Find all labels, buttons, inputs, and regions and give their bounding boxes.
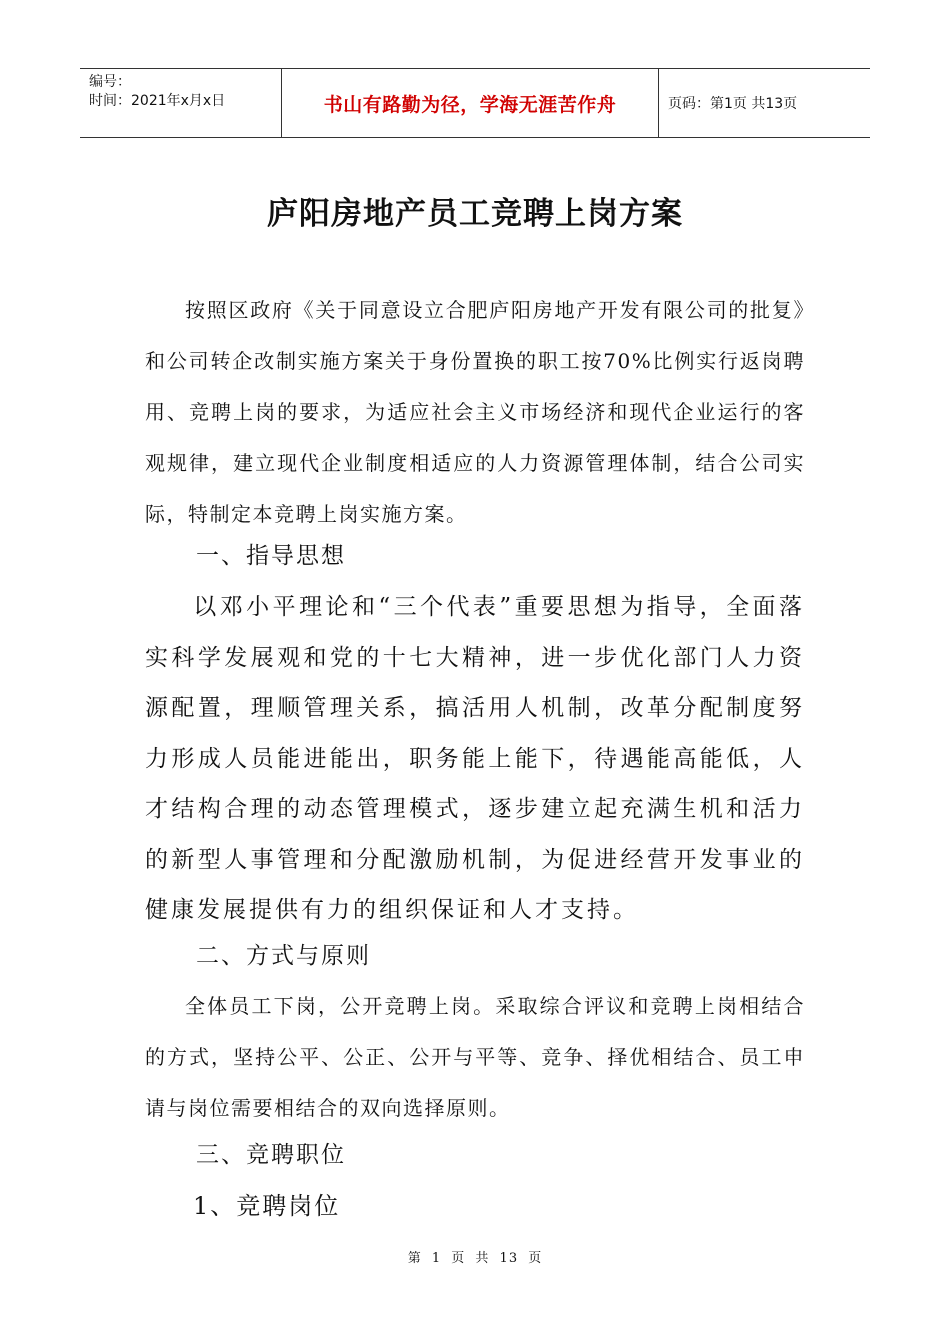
- header-time-label: 时间：2021年x月x日: [89, 93, 226, 109]
- page-header: [80, 68, 870, 138]
- heading-guiding-thought: 一、指导思想: [196, 543, 346, 569]
- heading-method-principle: 二、方式与原则: [196, 943, 371, 969]
- header-meta: [80, 69, 281, 137]
- paragraph-method-principle: 全体员工下岗，公开竞聘上岗。采取综合评议和竞聘上岗相结合的方式，坚持公平、公正、公开与平等、竞争、择优相结合、员工申请与岗位需要相结合的双向选择原则。: [145, 994, 805, 1120]
- header-code-label: 编号：: [89, 74, 131, 90]
- header-motto: 书山有路勤为径，学海无涯苦作舟: [281, 69, 659, 137]
- paragraph-intro: 按照区政府《关于同意设立合肥庐阳房地产开发有限公司的批复》和公司转企改制实施方案关于身份置换的职工按70%比例实行返岗聘用、竞聘上岗的要求，为适应社会主义市场经济和现代企业运行的客观规律，建立现代企业制度相适应的人力资源管理体制，结合公司实际，特制定本竞聘上岗实施方案。: [145, 298, 805, 526]
- header-page-info: 页码：第1页 共13页: [668, 96, 798, 112]
- paragraph-guiding-thought: 以邓小平理论和“三个代表”重要思想为指导，全面落实科学发展观和党的十七大精神，进一步优化部门人力资源配置，理顺管理关系，搞活用人机制，改革分配制度努力形成人员能进能出，职务能上能下，待遇能高能低，人才结构合理的动态管理模式，逐步建立起充满生机和活力的新型人事管理和分配激励机制，为促进经营开发事业的健康发展提供有力的组织保证和人才支持。: [145, 594, 805, 923]
- document-title: 庐阳房地产员工竞聘上岗方案: [267, 196, 683, 232]
- heading-positions-list: 1、竞聘岗位: [193, 1192, 341, 1220]
- heading-positions: 三、竞聘职位: [196, 1142, 346, 1168]
- page-footer: 第 1 页 共 13 页: [407, 1251, 543, 1266]
